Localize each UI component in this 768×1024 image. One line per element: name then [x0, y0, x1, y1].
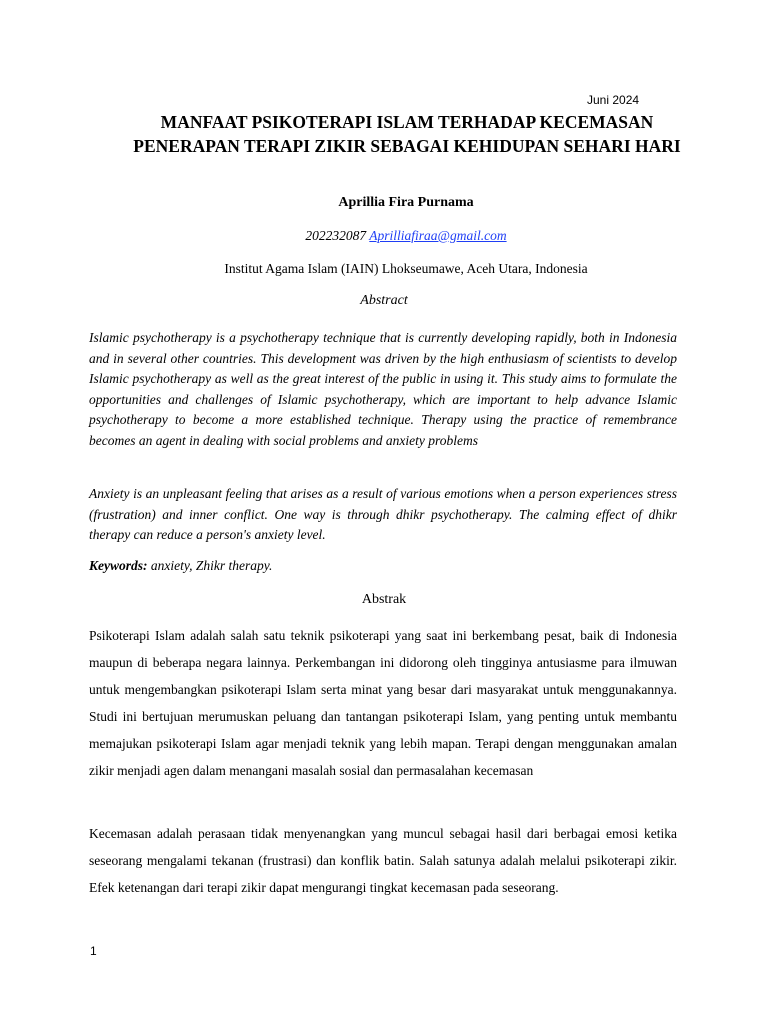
student-id: 202232087: [305, 228, 367, 243]
paper-title: MANFAAT PSIKOTERAPI ISLAM TERHADAP KECEMASAN PENERAPAN TERAPI ZIKIR SEBAGAI KEHIDUPAN SEHARI HARI: [133, 112, 681, 156]
header-date: Juni 2024: [587, 93, 640, 107]
abstract-heading: Abstract: [360, 293, 408, 308]
author-contact: [0, 228, 768, 244]
abstrak-paragraph-1: Psikoterapi Islam adalah salah satu teknik psikoterapi yang saat ini berkembang pesat, baik di Indonesia maupun di beberapa negara lainnya. Perkembangan ini didorong oleh tingginya antusiasme para ilmuwan untuk mengembangkan psikoterapi Islam serta minat yang besar dari masyarakat untuk menggunakannya. Studi ini bertujuan merumuskan peluang dan tantangan psikoterapi Islam, yang penting untuk membantu memajukan psikoterapi Islam agar menjadi teknik yang lebih mapan. Terapi dengan menggunakan amalan zikir menjadi agen dalam menangani masalah sosial dan permasalahan kecemasan: [89, 628, 677, 778]
author-name: Aprillia Fira Purnama: [338, 195, 474, 210]
keywords-list: anxiety, Zhikr therapy.: [150, 558, 273, 573]
abstrak-paragraph-2: Kecemasan adalah perasaan tidak menyenangkan yang muncul sebagai hasil dari berbagai emosi ketika seseorang mengalami tekanan (frustrasi) dan konflik batin. Salah satunya adalah melalui psikoterapi zikir. Efek ketenangan dari terapi zikir dapat mengurangi tingkat kecemasan pada seseorang.: [89, 826, 677, 895]
email-link[interactable]: Aprilliafiraa@gmail.com: [369, 228, 507, 243]
page-number: 1: [90, 944, 97, 958]
keywords-label: Keywords:: [89, 558, 148, 573]
abstrak-heading: Abstrak: [361, 592, 407, 607]
abstract-paragraph-2: Anxiety is an unpleasant feeling that arises as a result of various emotions when a person experiences stress (frustration) and inner conflict. One way is through dhikr psychotherapy. The calming effect of dhikr therapy can reduce a person's anxiety level.: [89, 486, 677, 542]
keywords-line: [89, 558, 272, 574]
abstract-paragraph-1: Islamic psychotherapy is a psychotherapy technique that is currently developing rapidly, both in Indonesia and in several other countries. This development was driven by the high enthusiasm of scientists to develop Islamic psychotherapy as well as the great interest of the public in using it. This study aims to formulate the opportunities and challenges of Islamic psychotherapy, which are important to help advance Islamic psychotherapy to become a more established technique. Therapy using the practice of remembrance becomes an agent in dealing with social problems and anxiety problems: [89, 330, 677, 448]
author-affiliation: Institut Agama Islam (IAIN) Lhokseumawe, Aceh Utara, Indonesia: [224, 261, 588, 276]
